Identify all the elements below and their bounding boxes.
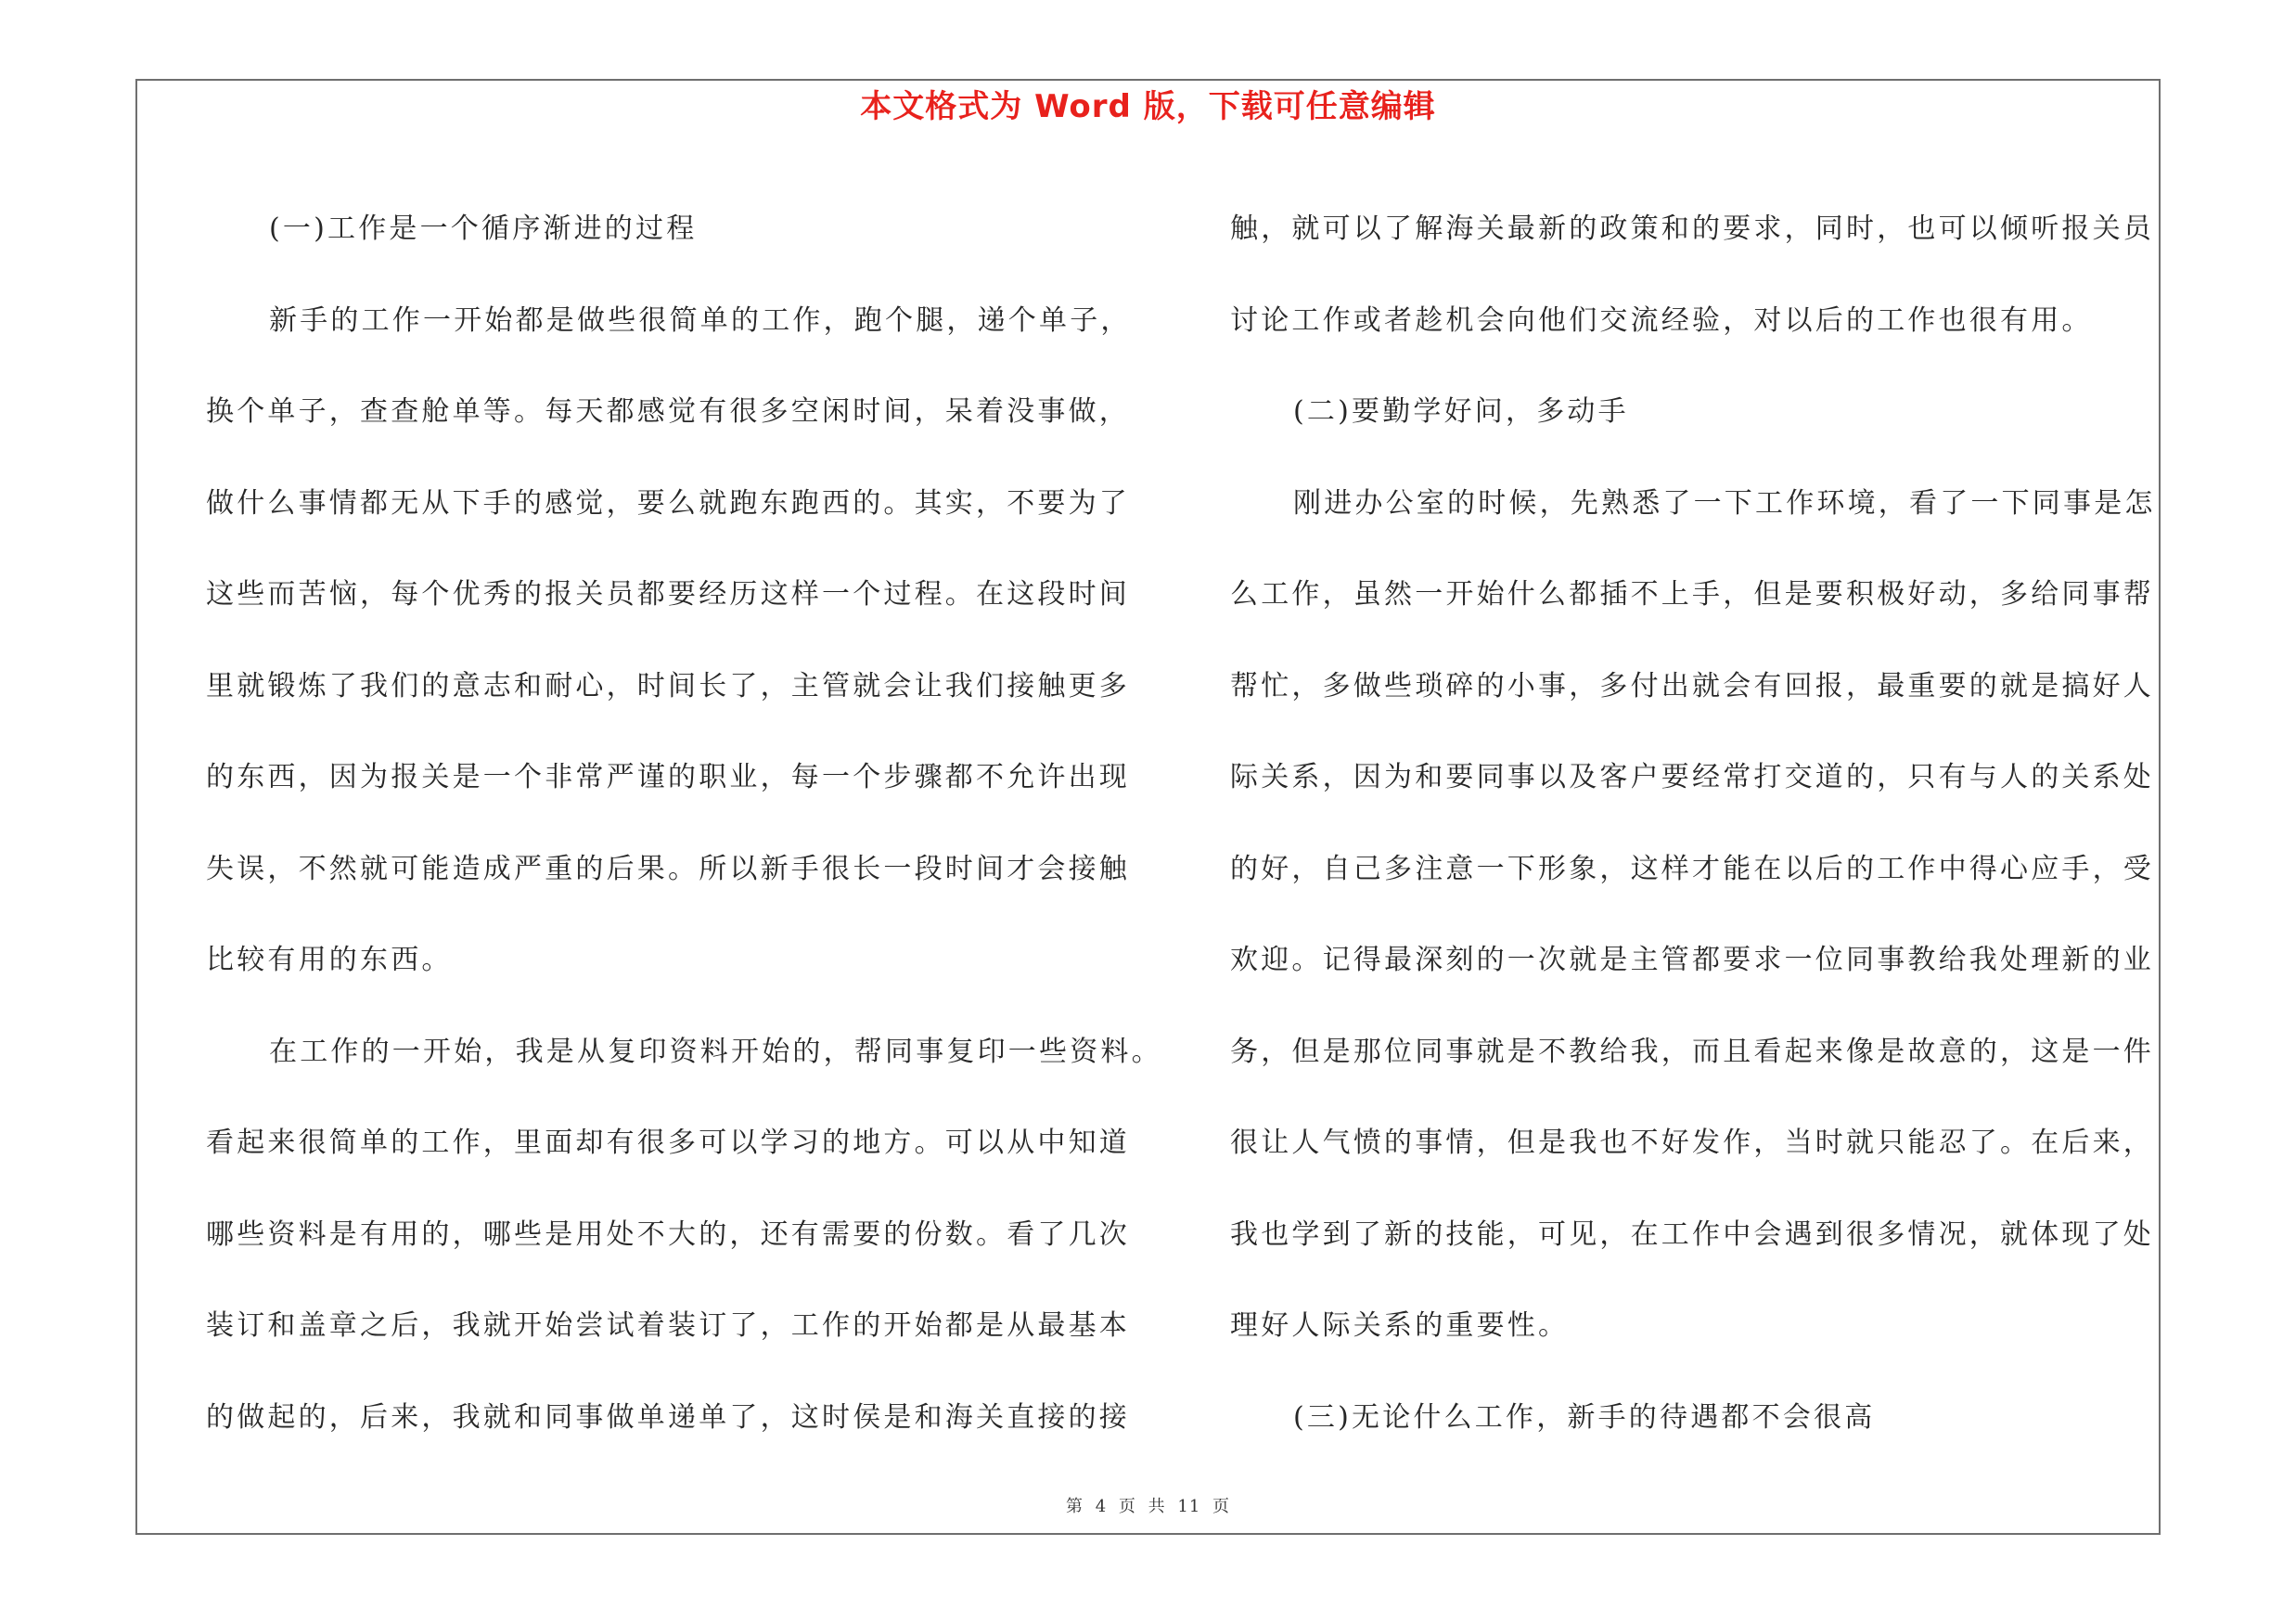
text-line: 刚进办公室的时候，先熟悉了一下工作环境，看了一下同事是怎 (1293, 486, 2156, 520)
text-line: 务，但是那位同事就是不教给我，而且看起来像是故意的，这是一件 (1230, 1035, 2154, 1068)
text-line: 失误，不然就可能造成严重的后果。所以新手很长一段时间才会接触 (206, 852, 1130, 885)
left-text-column (206, 184, 1162, 1463)
text-line: 新手的工作一开始都是做些很简单的工作，跑个腿，递个单子， (269, 303, 1132, 337)
text-line: 触，就可以了解海关最新的政策和的要求，同时，也可以倾听报关员 (1230, 213, 2154, 245)
text-line: 理好人际关系的重要性。 (1230, 1309, 1570, 1342)
word-format-banner: 本文格式为 Word 版，下载可任意编辑 (860, 88, 1436, 125)
text-line: 帮忙，多做些琐碎的小事，多付出就会有回报，最重要的就是搞好人 (1230, 669, 2154, 702)
text-line: 这些而苦恼，每个优秀的报关员都要经历这样一个过程。在这段时间 (206, 578, 1130, 611)
text-line: 很让人气愤的事情，但是我也不好发作，当时就只能忍了。在后来， (1230, 1127, 2154, 1159)
text-line: 在工作的一开始，我是从复印资料开始的，帮同事复印一些资料。 (269, 1035, 1162, 1068)
footer-total-pages: 11 (1177, 1497, 1201, 1516)
text-line: 换个单子，查查舱单等。每天都感觉有很多空闲时间，呆着没事做， (206, 395, 1130, 428)
text-line: 我也学到了新的技能，可见，在工作中会遇到很多情况，就体现了处 (1230, 1217, 2154, 1251)
text-line: 的东西，因为报关是一个非常严谨的职业，每一个步骤都不允许出现 (206, 761, 1130, 793)
text-line: (三)无论什么工作，新手的待遇都不会很高 (1293, 1400, 1876, 1434)
footer-total-word: 共 (1148, 1497, 1166, 1516)
text-line: 讨论工作或者趁机会向他们交流经验，对以后的工作也很有用。 (1230, 303, 2093, 337)
footer-suffix: 页 (1212, 1497, 1231, 1516)
text-line: 做什么事情都无从下手的感觉，要么就跑东跑西的。其实，不要为了 (206, 486, 1130, 520)
footer-current-page: 4 (1095, 1497, 1108, 1516)
text-line: 的好，自己多注意一下形象，这样才能在以后的工作中得心应手，受 (1230, 852, 2154, 885)
footer-prefix: 第 (1065, 1497, 1084, 1516)
text-line: 比较有用的东西。 (206, 944, 453, 976)
text-line: 的做起的，后来，我就和同事做单递单了，这时侯是和海关直接的接 (206, 1400, 1130, 1434)
text-line: 么工作，虽然一开始什么都插不上手，但是要积极好动，多给同事帮 (1230, 578, 2154, 611)
text-line: 哪些资料是有用的，哪些是用处不大的，还有需要的份数。看了几次 (206, 1217, 1130, 1251)
text-line: 装订和盖章之后，我就开始尝试着装订了，工作的开始都是从最基本 (206, 1309, 1130, 1342)
text-line: (二)要勤学好问，多动手 (1293, 395, 1629, 428)
right-text-column (1230, 184, 2158, 1463)
text-line: 里就锻炼了我们的意志和耐心，时间长了，主管就会让我们接触更多 (206, 669, 1130, 702)
text-line: (一)工作是一个循序渐进的过程 (269, 213, 698, 245)
text-line: 欢迎。记得最深刻的一次就是主管都要求一位同事教给我处理新的业 (1230, 944, 2154, 976)
footer-page-word: 页 (1118, 1497, 1136, 1516)
page-footer (0, 1496, 2296, 1518)
text-line: 际关系，因为和要同事以及客户要经常打交道的，只有与人的关系处 (1230, 761, 2154, 793)
text-line: 看起来很简单的工作，里面却有很多可以学习的地方。可以从中知道 (206, 1127, 1130, 1159)
